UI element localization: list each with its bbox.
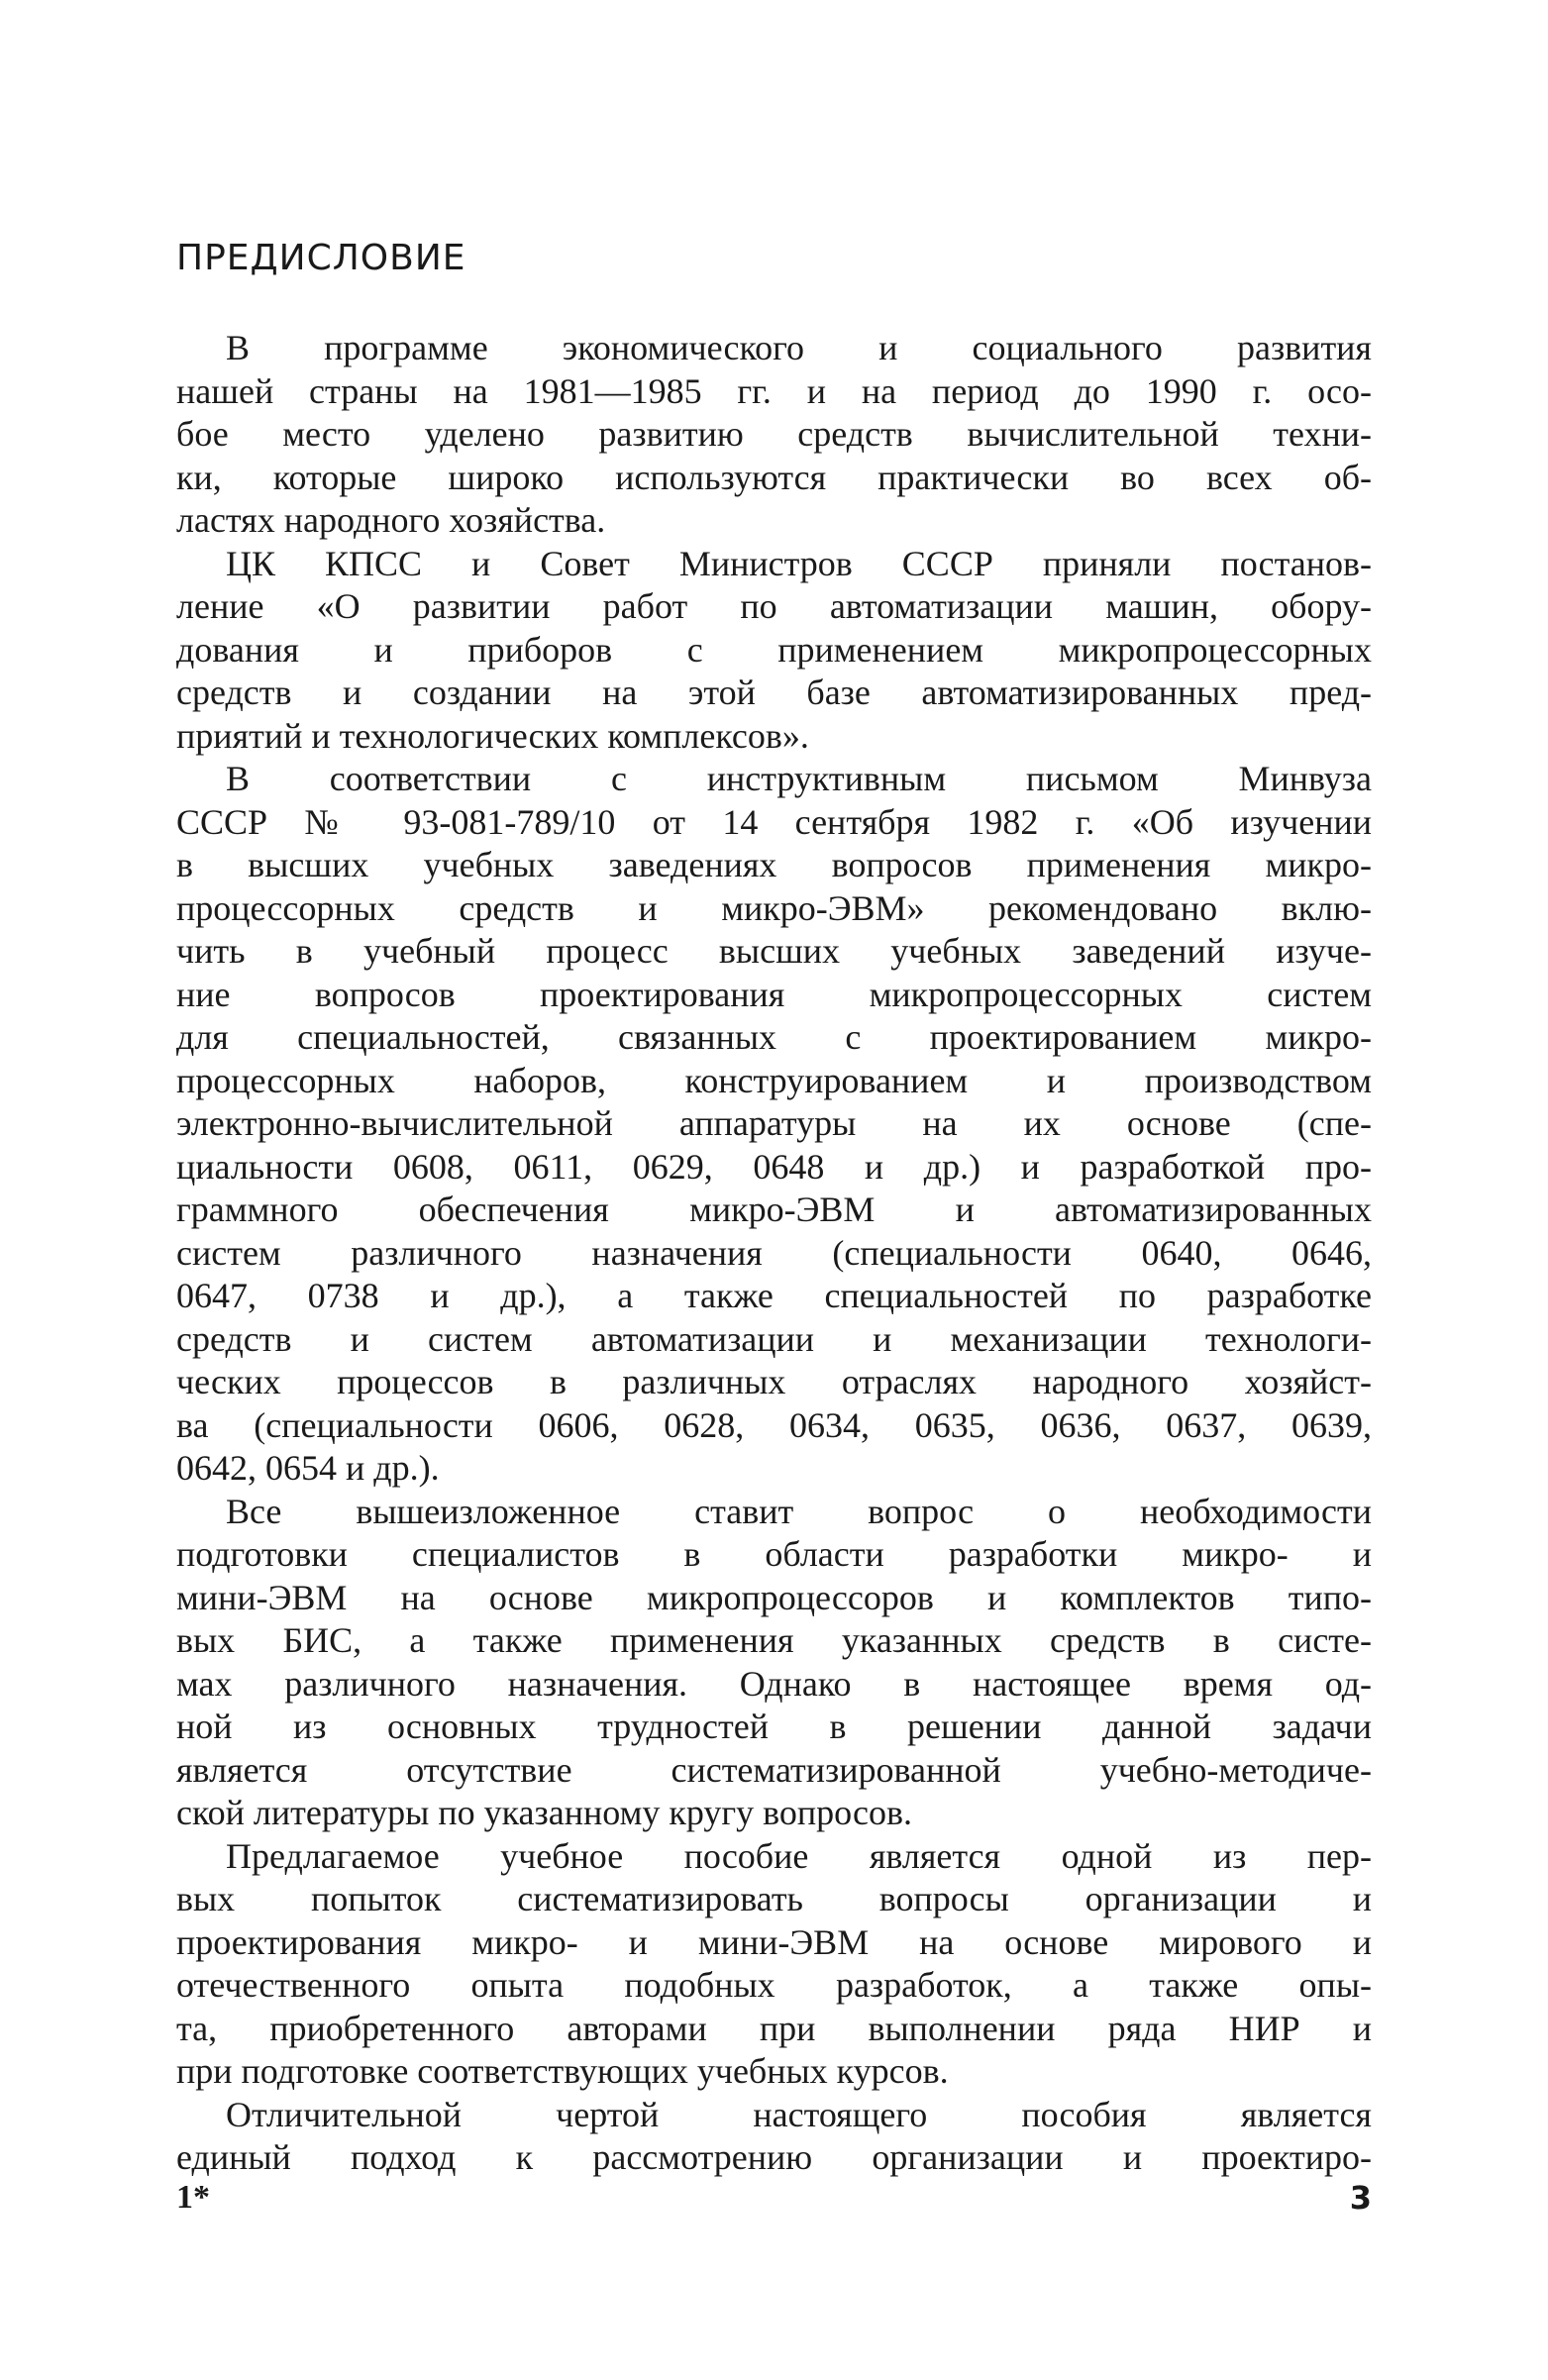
text-line: единый подход к рассмотрению организации и проектиро- bbox=[176, 2137, 1372, 2177]
text-line: ной из основных трудностей в решении данной задачи bbox=[176, 1707, 1372, 1746]
paragraph bbox=[176, 1835, 1372, 2094]
text-line: ние вопросов проектирования микропроцессорных систем bbox=[176, 974, 1372, 1014]
text-line: вых попыток систематизировать вопросы организации и bbox=[176, 1879, 1372, 1918]
text-line: мах различного назначения. Однако в настоящее время од- bbox=[176, 1663, 1372, 1704]
text-line: чить в учебный процесс высших учебных заведений изуче- bbox=[176, 931, 1372, 971]
text-line: Предлагаемое учебное пособие является одной из пер- bbox=[226, 1835, 1372, 1876]
text-line: циальности 0608, 0611, 0629, 0648 и др.) и разработкой про- bbox=[176, 1146, 1372, 1187]
text-line: ской литературы по указанному кругу вопросов. bbox=[176, 1793, 913, 1832]
text-line: средств и создании на этой базе автоматизированных пред- bbox=[176, 673, 1372, 712]
text-line: Отличительной чертой настоящего пособия является bbox=[226, 2094, 1372, 2134]
text-line: СССР № 93-081-789/10 от 14 сентября 1982 г. «Об изучении bbox=[176, 801, 1372, 842]
text-line: В соответствии с инструктивным письмом Минвуза bbox=[226, 759, 1372, 798]
text-line: приятий и технологических комплексов». bbox=[176, 715, 809, 756]
paragraph bbox=[176, 327, 1372, 543]
text-line: в высших учебных заведениях вопросов применения микро- bbox=[176, 845, 1372, 884]
document-page bbox=[176, 0, 1372, 2380]
text-line: ЦК КПСС и Совет Министров СССР приняли постанов- bbox=[226, 543, 1372, 583]
text-line: В программе экономического и социального развития bbox=[226, 328, 1372, 367]
text-line: ки, которые широко используются практически во всех об- bbox=[176, 457, 1372, 497]
text-line: дования и приборов с применением микропроцессорных bbox=[176, 629, 1372, 670]
text-line: Все вышеизложенное ставит вопрос о необходимости bbox=[226, 1491, 1372, 1531]
text-line: проектирования микро- и мини-ЭВМ на основе мирового и bbox=[176, 1921, 1372, 1962]
page-number: 3 bbox=[1349, 2179, 1372, 2217]
text-line: та, приобретенного авторами при выполнении ряда НИР и bbox=[176, 2008, 1372, 2048]
text-line: нашей страны на 1981—1985 гг. и на период до 1990 г. осо- bbox=[176, 370, 1372, 411]
paragraph bbox=[176, 543, 1372, 759]
paragraph bbox=[176, 758, 1372, 1491]
text-line: бое место уделено развитию средств вычислительной техни- bbox=[176, 414, 1372, 454]
text-line: ва (специальности 0606, 0628, 0634, 0635, 0636, 0637, 0639, bbox=[176, 1404, 1372, 1445]
text-line: при подготовке соответствующих учебных курсов. bbox=[176, 2051, 949, 2091]
text-line: процессорных средств и микро-ЭВМ» рекомендовано вклю- bbox=[176, 887, 1372, 928]
text-line: ление «О развитии работ по автоматизации машин, обору- bbox=[176, 586, 1372, 626]
text-line: подготовки специалистов в области разработки микро- и bbox=[176, 1534, 1372, 1574]
text-line: систем различного назначения (специальности 0640, 0646, bbox=[176, 1232, 1372, 1273]
text-line: для специальностей, связанных с проектированием микро- bbox=[176, 1017, 1372, 1057]
signature-mark: 1* bbox=[176, 2179, 210, 2216]
body-text bbox=[176, 327, 1372, 2180]
text-line: ластях народного хозяйства. bbox=[176, 500, 606, 540]
page-heading: ПРЕДИСЛОВИЕ bbox=[176, 238, 466, 278]
text-line: 0642, 0654 и др.). bbox=[176, 1448, 440, 1488]
text-line: граммного обеспечения микро-ЭВМ и автоматизированных bbox=[176, 1190, 1372, 1229]
paragraph bbox=[176, 2094, 1372, 2180]
paragraph bbox=[176, 1491, 1372, 1835]
text-line: 0647, 0738 и др.), а также специальностей по разработке bbox=[176, 1276, 1372, 1315]
text-line: ческих процессов в различных отраслях народного хозяйст- bbox=[176, 1362, 1372, 1401]
text-line: процессорных наборов, конструированием и производством bbox=[176, 1060, 1372, 1100]
text-line: отечественного опыта подобных разработок, а также опы- bbox=[176, 1965, 1372, 2005]
text-line: средств и систем автоматизации и механизации технологи- bbox=[176, 1318, 1372, 1359]
text-line: мини-ЭВМ на основе микропроцессоров и комплектов типо- bbox=[176, 1577, 1372, 1617]
text-line: электронно-вычислительной аппаратуры на их основе (спе- bbox=[176, 1103, 1372, 1143]
text-line: является отсутствие систематизированной учебно-методиче- bbox=[176, 1749, 1372, 1790]
text-line: вых БИС, а также применения указанных средств в систе- bbox=[176, 1620, 1372, 1660]
